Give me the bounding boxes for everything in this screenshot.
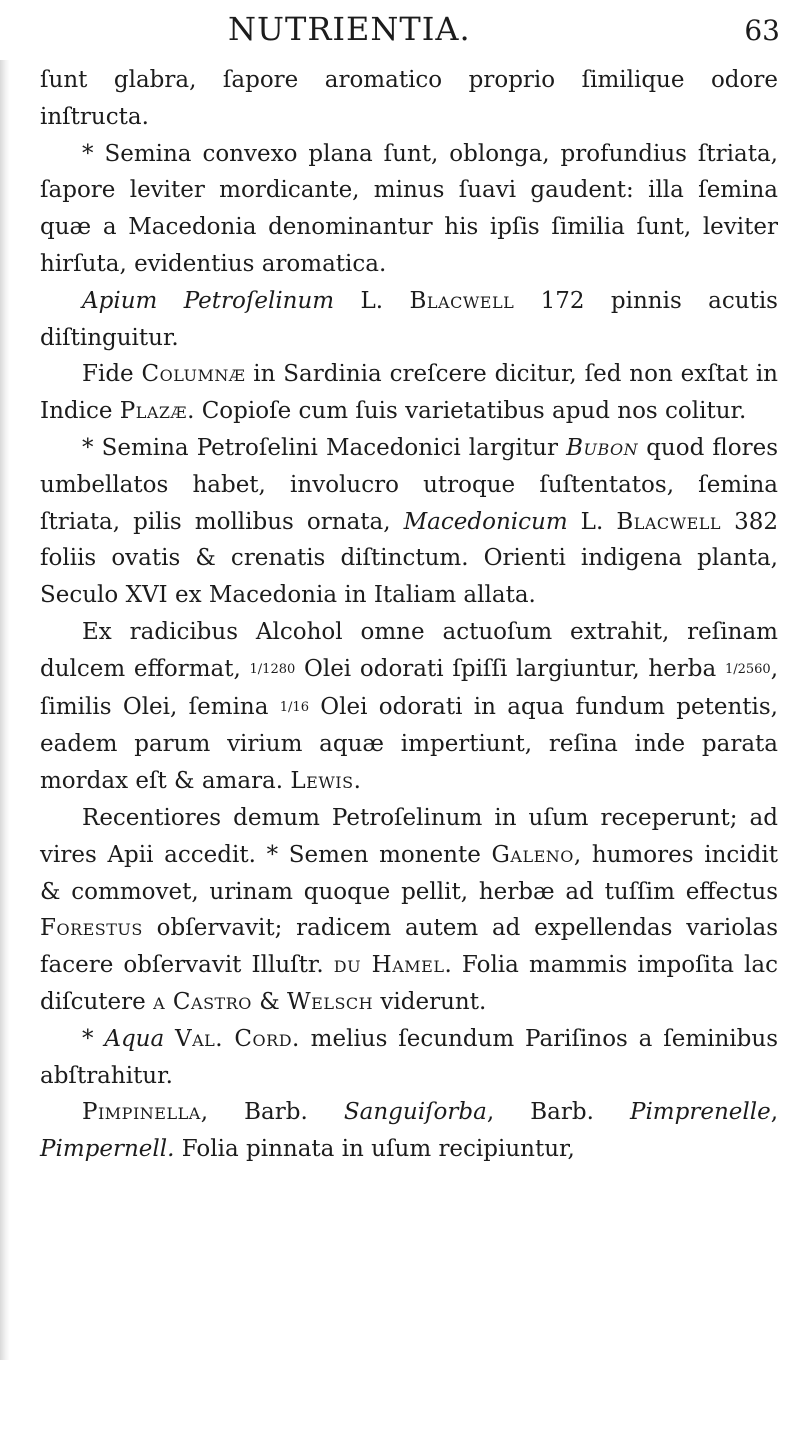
text-run: ſunt glabra, ſapore aromatico proprio ſimilique odore inſtructa. bbox=[40, 67, 778, 130]
text-run: . Copioſe cum ſuis varietatibus apud nos colitur. bbox=[187, 398, 747, 425]
paragraph-p2 bbox=[40, 136, 778, 283]
text-run: Blacwell bbox=[616, 508, 722, 535]
text-run: * Semina Petroſelini Macedonici largitur bbox=[82, 434, 567, 461]
text-run: Folia pinnata in uſum recipiuntur, bbox=[174, 1136, 575, 1163]
text-run: L. bbox=[334, 287, 410, 314]
text-run: 1/16 bbox=[279, 699, 309, 715]
text-run: Lewis bbox=[290, 768, 354, 795]
text-run: Olei odorati ſpiſſi largiuntur, herba bbox=[295, 655, 725, 682]
page-header bbox=[0, 6, 800, 50]
text-run: Val. Cord. bbox=[175, 1025, 300, 1052]
paragraph-p6 bbox=[40, 614, 778, 800]
text-run: Olei odorati in aqua fundum petentis, eadem parum virium aquæ impertiunt, reſina inde parata mordax eſt & amara. bbox=[40, 693, 778, 795]
text-run: * bbox=[82, 1025, 105, 1052]
paragraph-p3 bbox=[40, 283, 778, 357]
text-run: . bbox=[353, 768, 361, 795]
paragraph-p9 bbox=[40, 1094, 778, 1168]
body-text bbox=[40, 62, 778, 1168]
text-run: Blacwell bbox=[409, 287, 515, 314]
text-run: obſervavit; radicem autem ad expellendas variolas facere obſervavit Illuſtr. bbox=[40, 915, 778, 979]
text-run: Pimprenelle bbox=[629, 1099, 771, 1126]
paragraph-p5 bbox=[40, 430, 778, 614]
text-run: a Castro bbox=[153, 988, 252, 1015]
paragraph-p7 bbox=[40, 800, 778, 1021]
text-run: Apium Petroſelinum bbox=[82, 287, 335, 314]
text-run: viderunt. bbox=[373, 988, 487, 1015]
text-run: L. bbox=[567, 508, 617, 535]
text-run: , ſimilis Olei, ſemina bbox=[40, 655, 778, 720]
text-run: & bbox=[251, 988, 287, 1015]
binding-gutter-shadow bbox=[0, 60, 10, 1360]
text-run: Ex radicibus Alcohol omne actuoſum extrahit, reſinam dulcem efformat, bbox=[40, 618, 778, 682]
text-run: 1/2560 bbox=[724, 661, 771, 677]
running-title: NUTRIENTIA. bbox=[228, 10, 471, 48]
text-run: , humores incidit & commovet, urinam quoque pellit, herbæ ad tuſſim effectus bbox=[40, 841, 778, 905]
text-run: 1/1280 bbox=[249, 661, 296, 677]
text-run: Welsch bbox=[287, 988, 374, 1015]
text-run: du Hamel bbox=[333, 952, 445, 979]
page-number: 63 bbox=[744, 14, 780, 47]
text-run bbox=[164, 1026, 175, 1052]
text-run: * Semina convexo plana ſunt, oblonga, profundius ſtriata, ſapore leviter mordicante, minus ſuavi gaudent: illa ſemina quæ a Macedonia denominantur his ipſis ſimilia ſunt, leviter hirſuta, evidentius aromatica. bbox=[40, 140, 778, 277]
text-run: 382 foliis ovatis & crenatis diſtinctum. Orienti indigena planta, Seculo XVI ex Macedonia in Italiam allata. bbox=[40, 508, 778, 609]
text-run: Macedonicum bbox=[403, 508, 568, 535]
text-run: Forestus bbox=[40, 915, 143, 942]
text-run: 172 pinnis acutis diſtinguitur. bbox=[40, 287, 778, 351]
text-run: . Folia mammis impoſita lac diſcutere bbox=[40, 952, 778, 1015]
text-run: Fide bbox=[82, 361, 142, 388]
text-run: quod flores umbellatos habet, involucro utroque ſuſtentatos, ſemina ſtriata, pilis mollibus ornata, bbox=[40, 434, 778, 535]
paragraph-p1 bbox=[40, 62, 778, 136]
text-run: Columnæ bbox=[141, 361, 246, 388]
text-run: Aqua bbox=[104, 1025, 165, 1052]
paragraph-p4 bbox=[40, 356, 778, 430]
paragraph-p8 bbox=[40, 1021, 778, 1095]
text-run: Plazæ bbox=[119, 398, 188, 425]
text-run: melius ſecundum Pariſinos a ſeminibus abſtrahitur. bbox=[40, 1025, 779, 1089]
text-run: in Sardinia creſcere dicitur, ſed non exſtat in Indice bbox=[40, 361, 778, 425]
text-run: Pimpernell. bbox=[40, 1136, 175, 1163]
text-run: , bbox=[770, 1099, 778, 1126]
text-run: , Barb. bbox=[200, 1099, 344, 1126]
text-run: Pimpinella bbox=[82, 1099, 201, 1126]
text-run: , Barb. bbox=[486, 1099, 630, 1126]
text-run: Sanguiſorba bbox=[343, 1099, 487, 1126]
text-run: Galeno bbox=[491, 841, 574, 868]
text-run: Recentiores demum Petroſelinum in uſum receperunt; ad vires Apii accedit. * Semen monente bbox=[40, 804, 778, 868]
text-run: Bubon bbox=[566, 434, 639, 461]
